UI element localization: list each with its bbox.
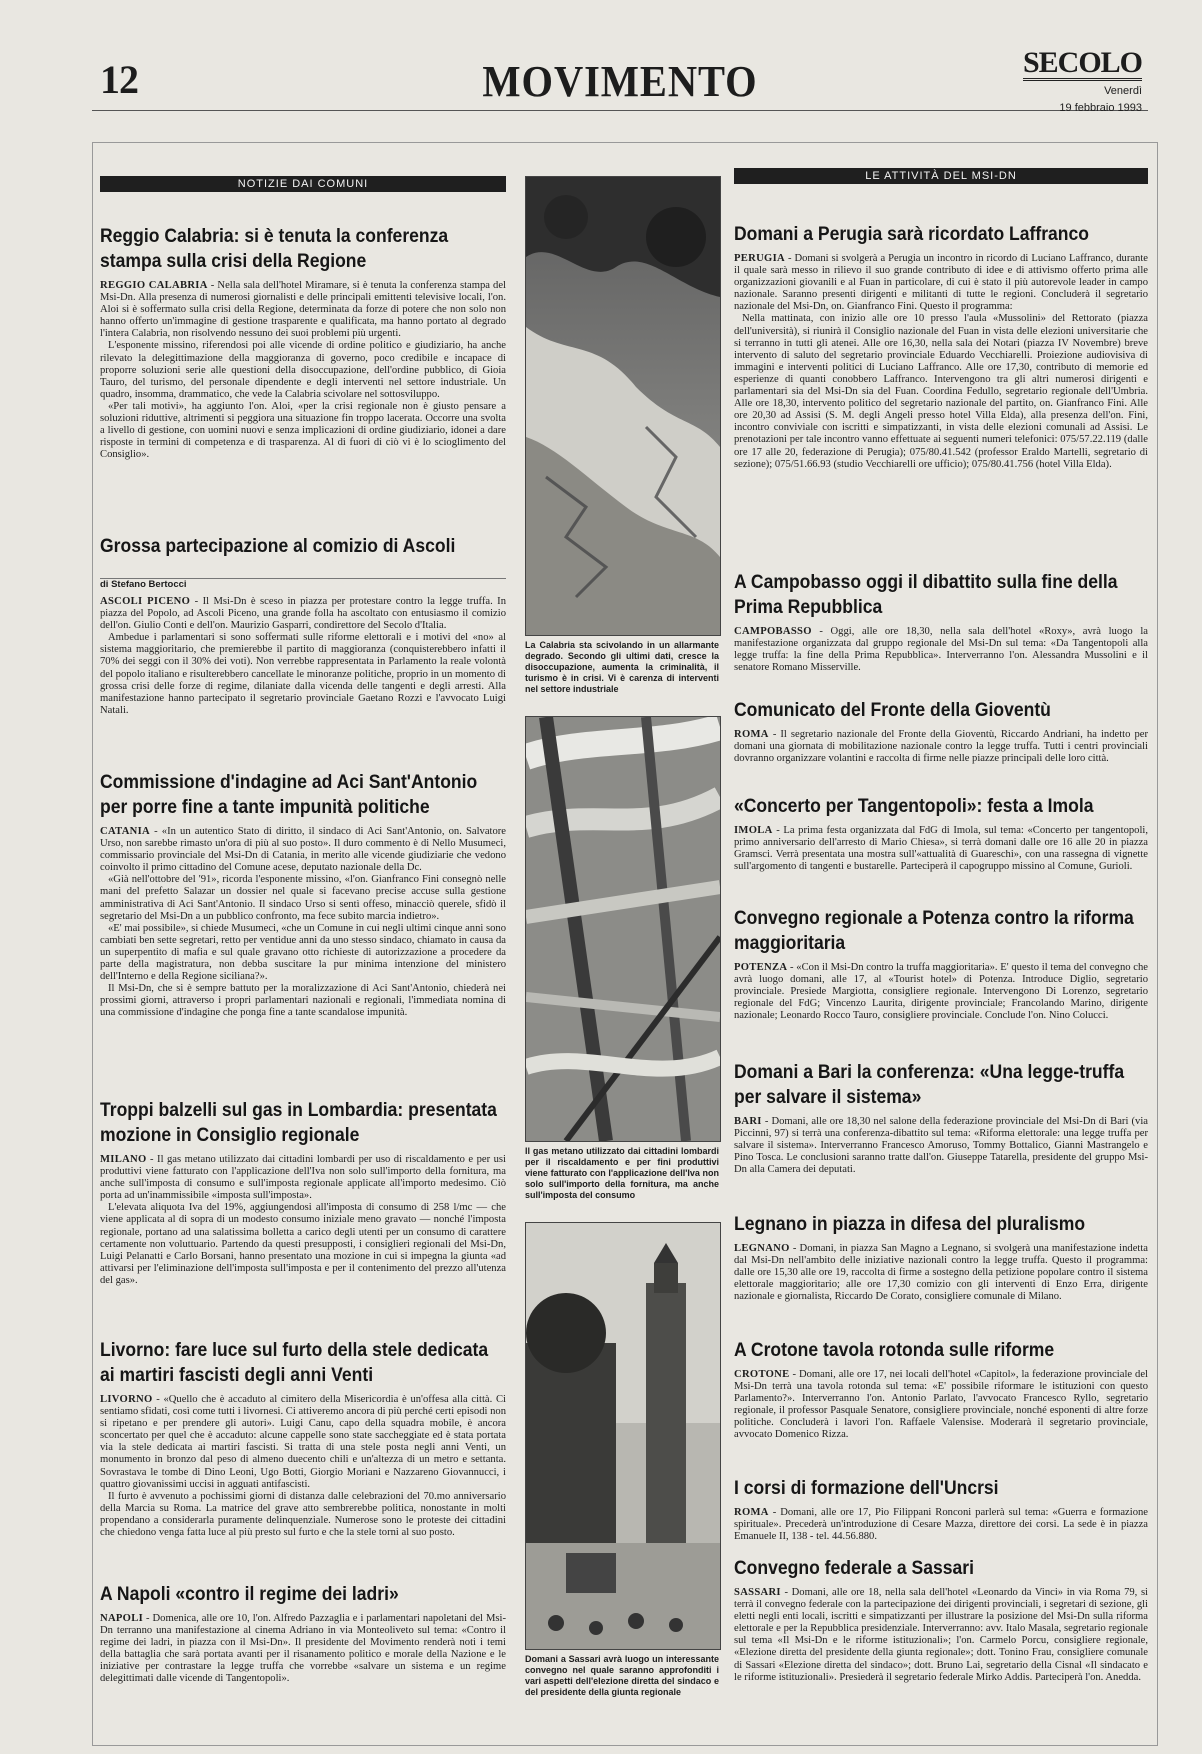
article-body: REGGIO CALABRIA - Nella sala dell'hotel Miramare, si è tenuta la conferenza stampa del Msi-Dn. Alla presenza di numerosi giornalisti e delle principali emittenti televisive locali, l'on. Aloi si è soffermato sulla crisi della Regione, determinata da forze di potere che non solo non hanno offerto un'immagine di gestione trasparente e qualificata, ma hanno portato al degrado l'intera Calabria, non risolvendo nessuno dei suoi problemi più urgenti. L'esponente missino, riferendosi poi alle vicende di ordine politico e giudiziario, ha anche rilevato la delegittimazione della maggioranza di governo, poco credibile e incapace di proporre soluzioni serie alle questioni della disoccupazione, dell'ordine pubblico, di Gioia Tauro, del turismo, del personale dipendente e degli interventi nel settore industriale. Un quadro, insomma, drammatico, che vede la Calabria scivolare nel sottosviluppo. «Per tali motivi», ha aggiunto l'on. Aloi, «per la crisi regionale non è giusto pensare a soluzioni riduttive, altrimenti si peggiora una situazione fin troppo lacerata. Occorre una svolta a livello di gestione, con uomini nuovi e senza implicazioni di ordine giudiziario, idonei a dare risposte in termini di competenza e di trasparenza. Al di fuori di ciò vi è lo scioglimento del Consiglio». [100, 280, 506, 461]
section-label-left: NOTIZIE DAI COMUNI [100, 176, 506, 192]
article-bari [734, 1060, 1148, 1176]
gas-pipes-photo [525, 716, 721, 1142]
article-body: NAPOLI - Domenica, alle ore 10, l'on. Alfredo Pazzaglia e i parlamentari napoletani del Msi-Dn terranno una manifestazione al cinema Adriano in via Monteoliveto sul tema: «Contro il regime dei ladri, in piazza con il Msi-Dn». Il presidente del Movimento renderà noti i temi della battaglia che sarà portata avanti per il risanamento politico e morale della Nazione e le iniziative per contrastare la legge truffa che vorrebbe «salvare un sistema e un regime delegittimati dalle vicende di Tangentopoli». [100, 1613, 506, 1685]
article-headline: Domani a Bari la conferenza: «Una legge-truffa per salvare il sistema» [734, 1061, 1125, 1108]
dateline: BARI [734, 1116, 762, 1127]
dateline: IMOLA [734, 825, 773, 836]
article-body: LEGNANO - Domani, in piazza San Magno a Legnano, si svolgerà una manifestazione indetta dal Msi-Dn nell'ambito delle iniziative nazionali contro la legge truffa. Questo il programma: dalle ore 15,30 alle ore 19, raccolta di firme a sostegno della petizione popolare contro il sistema elettorale maggioritario; alle ore 17,30 comizio con gli interventi di Enzo Erra, dirigente nazionale e giornalista, Riccardo De Corato, consigliere comunale di Milano. [734, 1243, 1148, 1303]
byline-rule [100, 578, 506, 579]
article-campobasso [734, 570, 1148, 674]
dateline: REGGIO CALABRIA [100, 280, 208, 291]
page-number: 12 [100, 57, 138, 102]
issue-day: Venerdì [1104, 85, 1142, 97]
dateline: CATANIA [100, 826, 150, 837]
article-body: POTENZA - «Con il Msi-Dn contro la truffa maggioritaria». E' questo il tema del convegno che avrà luogo domani, alle 17, al «Tourist hotel» di Potenza. Introduce Diglio, segretario provinciale. Presiede Margiotta, consigliere regionale. Intervengono Di Lorenzo, segretario regionale del FdG; Vincenzo Laurita, dirigente provinciale; Francolando Marino, dirigente nazionale; Leonardo Rocco Tauro, consigliere provinciale. Conclude l'on. Nino Colucci. [734, 962, 1148, 1022]
article-body: ROMA - Il segretario nazionale del Fronte della Gioventù, Riccardo Andriani, ha indetto per domani una giornata di mobilitazione nazionale contro la legge truffa. Tutti i centri provinciali dovranno organizzare volantini e raccolta di firme nelle piazze principali delle loro città. [734, 729, 1148, 765]
article-headline: Convegno regionale a Potenza contro la riforma maggioritaria [734, 907, 1134, 954]
sassari-square-photo [525, 1222, 721, 1650]
article-roma-fdg [734, 698, 1148, 765]
article-perugia [734, 222, 1148, 471]
article-body: CROTONE - Domani, alle ore 17, nei locali dell'hotel «Capitol», la federazione provinciale del Msi-Dn terrà una tavola rotonda sul tema: «E' possibile riformare le istituzioni con questo Parlamento?». Interverranno l'on. Antonio Parlato, l'avvocato Francesco Ryllo, segretario regionale, il professor Pasquale Senatore, consigliere provinciale, nonché esponenti di altre forze politiche. Concluderà i lavori l'on. Raffaele Valensise. Moderarà il segretario provinciale, avvocato Domenico Rizza. [734, 1369, 1149, 1441]
article-headline: «Concerto per Tangentopoli»: festa a Imola [734, 795, 1094, 817]
article-body: CATANIA - «In un autentico Stato di diritto, il sindaco di Aci Sant'Antonio, on. Salvatore Urso, non sarebbe rimasto un'ora di più al suo posto». Il duro commento è di Nello Musumeci, commissario provinciale del Msi-Dn di Catania, in merito alle vicende giudiziarie che vedono coinvolto il primo cittadino del Comune acese, deputato nazionale della Dc. «Già nell'ottobre del '91», ricorda l'esponente missino, «l'on. Gianfranco Fini consegnò nelle mani del prefetto Salazar un dossier nel quale si facevano precise accuse sulla gestione amministrativa di Aci Sant'Antonio. Il sindaco Urso si sentì offeso, minacciò querele, sfidò il segretario del Msi-Dn a un pubblico confronto, ma fece subito marcia indietro». «E' mai possibile», si chiede Musumeci, «che un Comune in cui negli ultimi cinque anni sono cambiati ben sette segretari, retto per ventidue anni da uno stesso sindaco, chiamato in causa da un superpentito di mafia e sul quale gravano otto richieste di autorizzazione a procedere da parte della magistratura, non debba suscitare la pur minima intenzione del ministero dell'Interno e della Regione siciliana?». Il Msi-Dn, che si è sempre battuto per la moralizzazione di Aci Sant'Antonio, chiederà nei prossimi giorni, attraverso i propri parlamentari nazionali e regionali, l'immediata nomina di una commissione d'indagine che ponga fine a tante scandalose impunità. [100, 826, 506, 1019]
gas-pipes-image [526, 717, 720, 1141]
dateline: CROTONE [734, 1369, 790, 1380]
article-headline: A Napoli «contro il regime dei ladri» [100, 1583, 399, 1605]
page-header [92, 38, 1148, 114]
masthead [1023, 48, 1142, 115]
dateline: ROMA [734, 729, 769, 740]
article-imola [734, 794, 1148, 873]
dateline: MILANO [100, 1154, 147, 1165]
coastal-cliff-photo [525, 176, 721, 636]
article-headline: A Crotone tavola rotonda sulle riforme [734, 1339, 1055, 1361]
dateline: POTENZA [734, 962, 788, 973]
article-roma-uncrsi [734, 1476, 1148, 1543]
article-body: BARI - Domani, alle ore 18,30 nel salone della federazione provinciale del Msi-Dn di Bari (via Piccinni, 97) si terrà una conferenza-dibattito sul tema: «Riforma elettorale: una legge truffa per salvare il sistema». Interverranno Francesco Amoruso, Tommy Bottalico, Gianni Mastrangelo e Pino Tosca. Le conclusioni saranno tratte dall'on. Giuseppe Tatarella, presidente del gruppo Msi-Dn alla Camera dei deputati. [734, 1116, 1148, 1176]
photo-caption: Il gas metano utilizzato dai cittadini lombardi per il riscaldamento e per fini produttivi viene fatturato con l'applicazione dell'Iva non solo sull'importo della fornitura, ma anche sull'imposta del consumo [525, 1146, 719, 1200]
article-body: ROMA - Domani, alle ore 17, Pio Filippani Ronconi parlerà sul tema: «Guerra e formazione spirituale». Precederà un'introduzione di Cesare Mazza, direttore dei corsi. La sede è in piazza Emanuele II, 138 - tel. 44.56.880. [734, 1507, 1148, 1543]
section-title: MOVIMENTO [482, 57, 758, 106]
article-headline: Domani a Perugia sarà ricordato Laffranco [734, 223, 1090, 245]
article-ascoli [100, 534, 506, 717]
article-legnano [734, 1212, 1148, 1303]
article-napoli [100, 1582, 506, 1686]
issue-date: 19 febbraio 1993 [1059, 102, 1142, 114]
dateline: NAPOLI [100, 1613, 144, 1624]
article-body: SASSARI - Domani, alle ore 18, nella sala dell'hotel «Leonardo da Vinci» in via Roma 79, si terrà il convegno federale con la partecipazione dei dirigenti provinciali, i segretari di sezione, gli eletti negli enti locali, iscritti e simpatizzanti per illustrare la posizione del Msi-Dn sulla riforma elettorale e per la Repubblica presidenziale. Interverranno: avv. Italo Masala, segretario regionale sul tema «Il Msi-Dn e le riforme istituzionali»; l'on. Carmelo Porcu, consigliere regionale, «Elezione diretta del presidente della giunta regionale»; dott. Tonino Frau, consigliere comunale di Sassari «Elezione diretta del sindaco»; dott. Bruno Lai, segretario della Cisnal «Il sindacato e le riforme istituzionali». Presiederà il segretario federale Mirko Addis. Parteciperà l'on. Anedda. [734, 1587, 1149, 1683]
article-catania [100, 770, 506, 1020]
article-headline: Convegno federale a Sassari [734, 1557, 974, 1579]
dateline: SASSARI [734, 1587, 781, 1598]
article-body: ASCOLI PICENO - Il Msi-Dn è sceso in piazza per protestare contro la legge truffa. In piazza del Popolo, ad Ascoli Piceno, una grande folla ha ascoltato con entusiasmo il comizio dell'on. Giulio Conti e dell'on. Maurizio Gasparri, condirettore del Secolo d'Italia. Ambedue i parlamentari si sono soffermati sulle riforme elettorali e i motivi del «no» al sistema maggioritario, che premierebbe il partito di maggioranza (conquisterebbero infatti il 70% dei seggi con il 30% dei voti). Non verrebbe rappresentata in Parlamento la reale volontà del popolo italiano e risulterebbero cancellate le minoranze politiche, proprio in un momento di grossa crisi delle forze di regime, dilaniate dalla vicenda delle tangenti e degli arresti. Alla manifestazione hanno partecipato il segretario provinciale Gaetano Rozzi e l'avvocato Luigi Natali. [100, 596, 507, 716]
article-headline: I corsi di formazione dell'Uncrsi [734, 1477, 999, 1499]
article-headline: Commissione d'indagine ad Aci Sant'Antonio per porre fine a tante impunità politiche [100, 771, 478, 818]
article-headline: Troppi balzelli sul gas in Lombardia: presentata mozione in Consiglio regionale [100, 1099, 497, 1146]
sassari-square-image [526, 1223, 720, 1649]
article-potenza [734, 906, 1148, 1022]
article-headline: Livorno: fare luce sul furto della stele dedicata ai martiri fascisti degli anni Venti [100, 1339, 489, 1386]
article-headline: Legnano in piazza in difesa del pluralismo [734, 1213, 1086, 1235]
dateline: PERUGIA [734, 253, 785, 264]
article-crotone [734, 1338, 1148, 1442]
photo-caption: La Calabria sta scivolando in un allarmante degrado. Secondo gli ultimi dati, cresce la disoccupazione, aumenta la criminalità, il turismo è in crisi. Vi è carenza di interventi nel settore industriale [525, 640, 719, 694]
article-body: CAMPOBASSO - Oggi, alle ore 18,30, nella sala dell'hotel «Roxy», avrà luogo la manifestazione organizzata dal gruppo regionale del Msi-Dn sul tema: «Da Tangentopoli alla legge truffa: la fine della Prima Repubblica». Interverranno l'on. Alessandra Mussolini e il senatore Romano Misserville. [734, 626, 1148, 674]
dateline: CAMPOBASSO [734, 626, 812, 637]
article-headline: Grossa partecipazione al comizio di Ascoli [100, 535, 456, 557]
section-label-right: LE ATTIVITÀ DEL MSI-DN [734, 168, 1148, 184]
article-body: MILANO - Il gas metano utilizzato dai cittadini lombardi per uso di riscaldamento e per usi produttivi viene fatturato con l'applicazione dell'Iva non solo sull'importo della fornitura, ma anche sull'imposta di consumo e sull'imposta regionale applicate all'importo medesimo. Ciò porta ad un'inammissibile «imposta sull'imposta». L'elevata aliquota Iva del 19%, aggiungendosi all'imposta di consumo di 258 l/mc — che viene applicata al di sopra di un modesto consumo iniziale meno gravato — nonché l'imposta regionale, portano ad una salatissima bolletta a carico degli utenti per un consumo di carattere certamente non voluttuario. Partendo da questi presupposti, i consiglieri regionali del Msi-Dn, Luigi Pelanatti e Carlo Borsani, hanno presentato una mozione in cui si impegna la giunta «ad attivarsi per l'eliminazione dell'imposta sull'imposta e per il contenimento del prezzo all'utenza del gas». [100, 1154, 506, 1286]
masthead-logo: SECOLO [1022, 46, 1142, 79]
article-headline: Comunicato del Fronte della Gioventù [734, 699, 1051, 721]
article-livorno [100, 1338, 506, 1539]
coastal-cliff-image [526, 177, 720, 635]
dateline: ASCOLI PICENO [100, 596, 191, 607]
byline: di Stefano Bertocci [100, 579, 187, 590]
dateline: LIVORNO [100, 1394, 153, 1405]
article-body: IMOLA - La prima festa organizzata dal FdG di Imola, sul tema: «Concerto per tangentopoli, primo anniversario dell'arresto di Mario Chiesa», si terrà domani dalle ore 16 alle 20 in piazza Gramsci. Verrà presentata una mostra sull'«attualità di Guareschi», con una rassegna di vignette sull'argomento di tangenti e bustarelle. Parteciperà il capogruppo missino al Comune, Gurioli. [734, 825, 1148, 873]
article-milano [100, 1098, 506, 1287]
dateline: LEGNANO [734, 1243, 790, 1254]
dateline: ROMA [734, 1507, 769, 1518]
article-headline: A Campobasso oggi il dibattito sulla fine della Prima Repubblica [734, 571, 1118, 618]
article-body: LIVORNO - «Quello che è accaduto al cimitero della Misericordia è un'offesa alla città. Ci sentiamo sfidati, così come tutti i livornesi. Ci attiveremo ancora di più perché certi episodi non si ripetano e per prendere gli autori». Luigi Canu, capo della squadra mobile, è ancora sconcertato per quel che è accaduto: alcune cappelle sono state saccheggiate ed è stata portata via la stele dedicata ai martiri fascisti. Si tratta di una stele posta negli anni Venti, un monumento in bronzo dal peso di almeno duecento chili e un'altezza di un metro e settanta. Sovrastava le tombe di Dino Leoni, Ugo Botti, Giorgio Moriani e Nazzareno Giovannucci, i quattro giovanissimi uccisi in agguati antifascisti. Il furto è avvenuto a pochissimi giorni di distanza dalle celebrazioni del 70.mo anniversario della Marcia su Roma. La matrice del grave atto sembrerebbe politica, nonostante in molti propendano a considerarla puramente delinquenziale. Numerose sono le proteste dei cittadini che chiedono venga fatta luce al più presto sul furto e che la stele torni al suo posto. [100, 1394, 506, 1539]
article-headline: Reggio Calabria: si è tenuta la conferenza stampa sulla crisi della Regione [100, 225, 449, 272]
article-sassari [734, 1556, 1148, 1684]
article-reggio [100, 224, 506, 461]
article-body: PERUGIA - Domani si svolgerà a Perugia un incontro in ricordo di Luciano Laffranco, durante il quale sarà messo in rilievo il suo grande contributo di idee e di attivismo offerto prima alle organizzazioni giovanili e al Fuan in particolare, di cui è stato il più autorevole leader in campo nazionale. Saranno presenti dirigenti e militanti di tutte le regioni. Concluderà il segretario nazionale del Msi-Dn, on. Gianfranco Fini. Questo il programma: Nella mattinata, con inizio alle ore 10 presso l'aula «Mussolini» del Rettorato (piazza dell'università), si riunirà il Consiglio nazionale del Fuan in vista delle elezioni universitarie che si terranno in tutti gli atenei. Alle ore 16,30, nella sala dei Notari (piazza IV Novembre) breve intervento di saluto del segretario provinciale Eduardo Vecchiarelli. Proiezione audiovisiva di immagini e interventi politici di Luciano Laffranco. Alle ore 17,30, contributo di memorie ed esperienze di quanti conobbero Laffranco. Intervengono tra gli altri numerosi dirigenti e parlamentari sia del Msi-Dn sia del Fuan. Coordina Fedullo, segretario regionale dell'Umbria. Alle ore 18,30, intervento politico del segretario nazionale del partito, on. Gianfranco Fini. Alle ore 20,30 ad Assisi (S. M. degli Angeli presso hotel Villa Elda), alla presenza dell'on. Fini, incontro conviviale con iscritti e simpatizzanti, in vista delle elezioni comunali ad Assisi. Le prenotazioni per tale incontro vanno effettuate ai seguenti numeri telefonici: 075/57.22.119 (dalle ore 17 alle 20, federazione di Perugia); 075/80.41.542 (professor Eraldo Martelli, segretario di sezione); 075/51.66.93 (studio Vecchiarelli ore ufficio); 075/80.41.756 (hotel Villa Elda). [734, 253, 1148, 470]
photo-caption: Domani a Sassari avrà luogo un interessante convegno nel quale saranno approfonditi i vari aspetti dell'elezione diretta del sindaco e del presidente della giunta regionale [525, 1654, 719, 1697]
